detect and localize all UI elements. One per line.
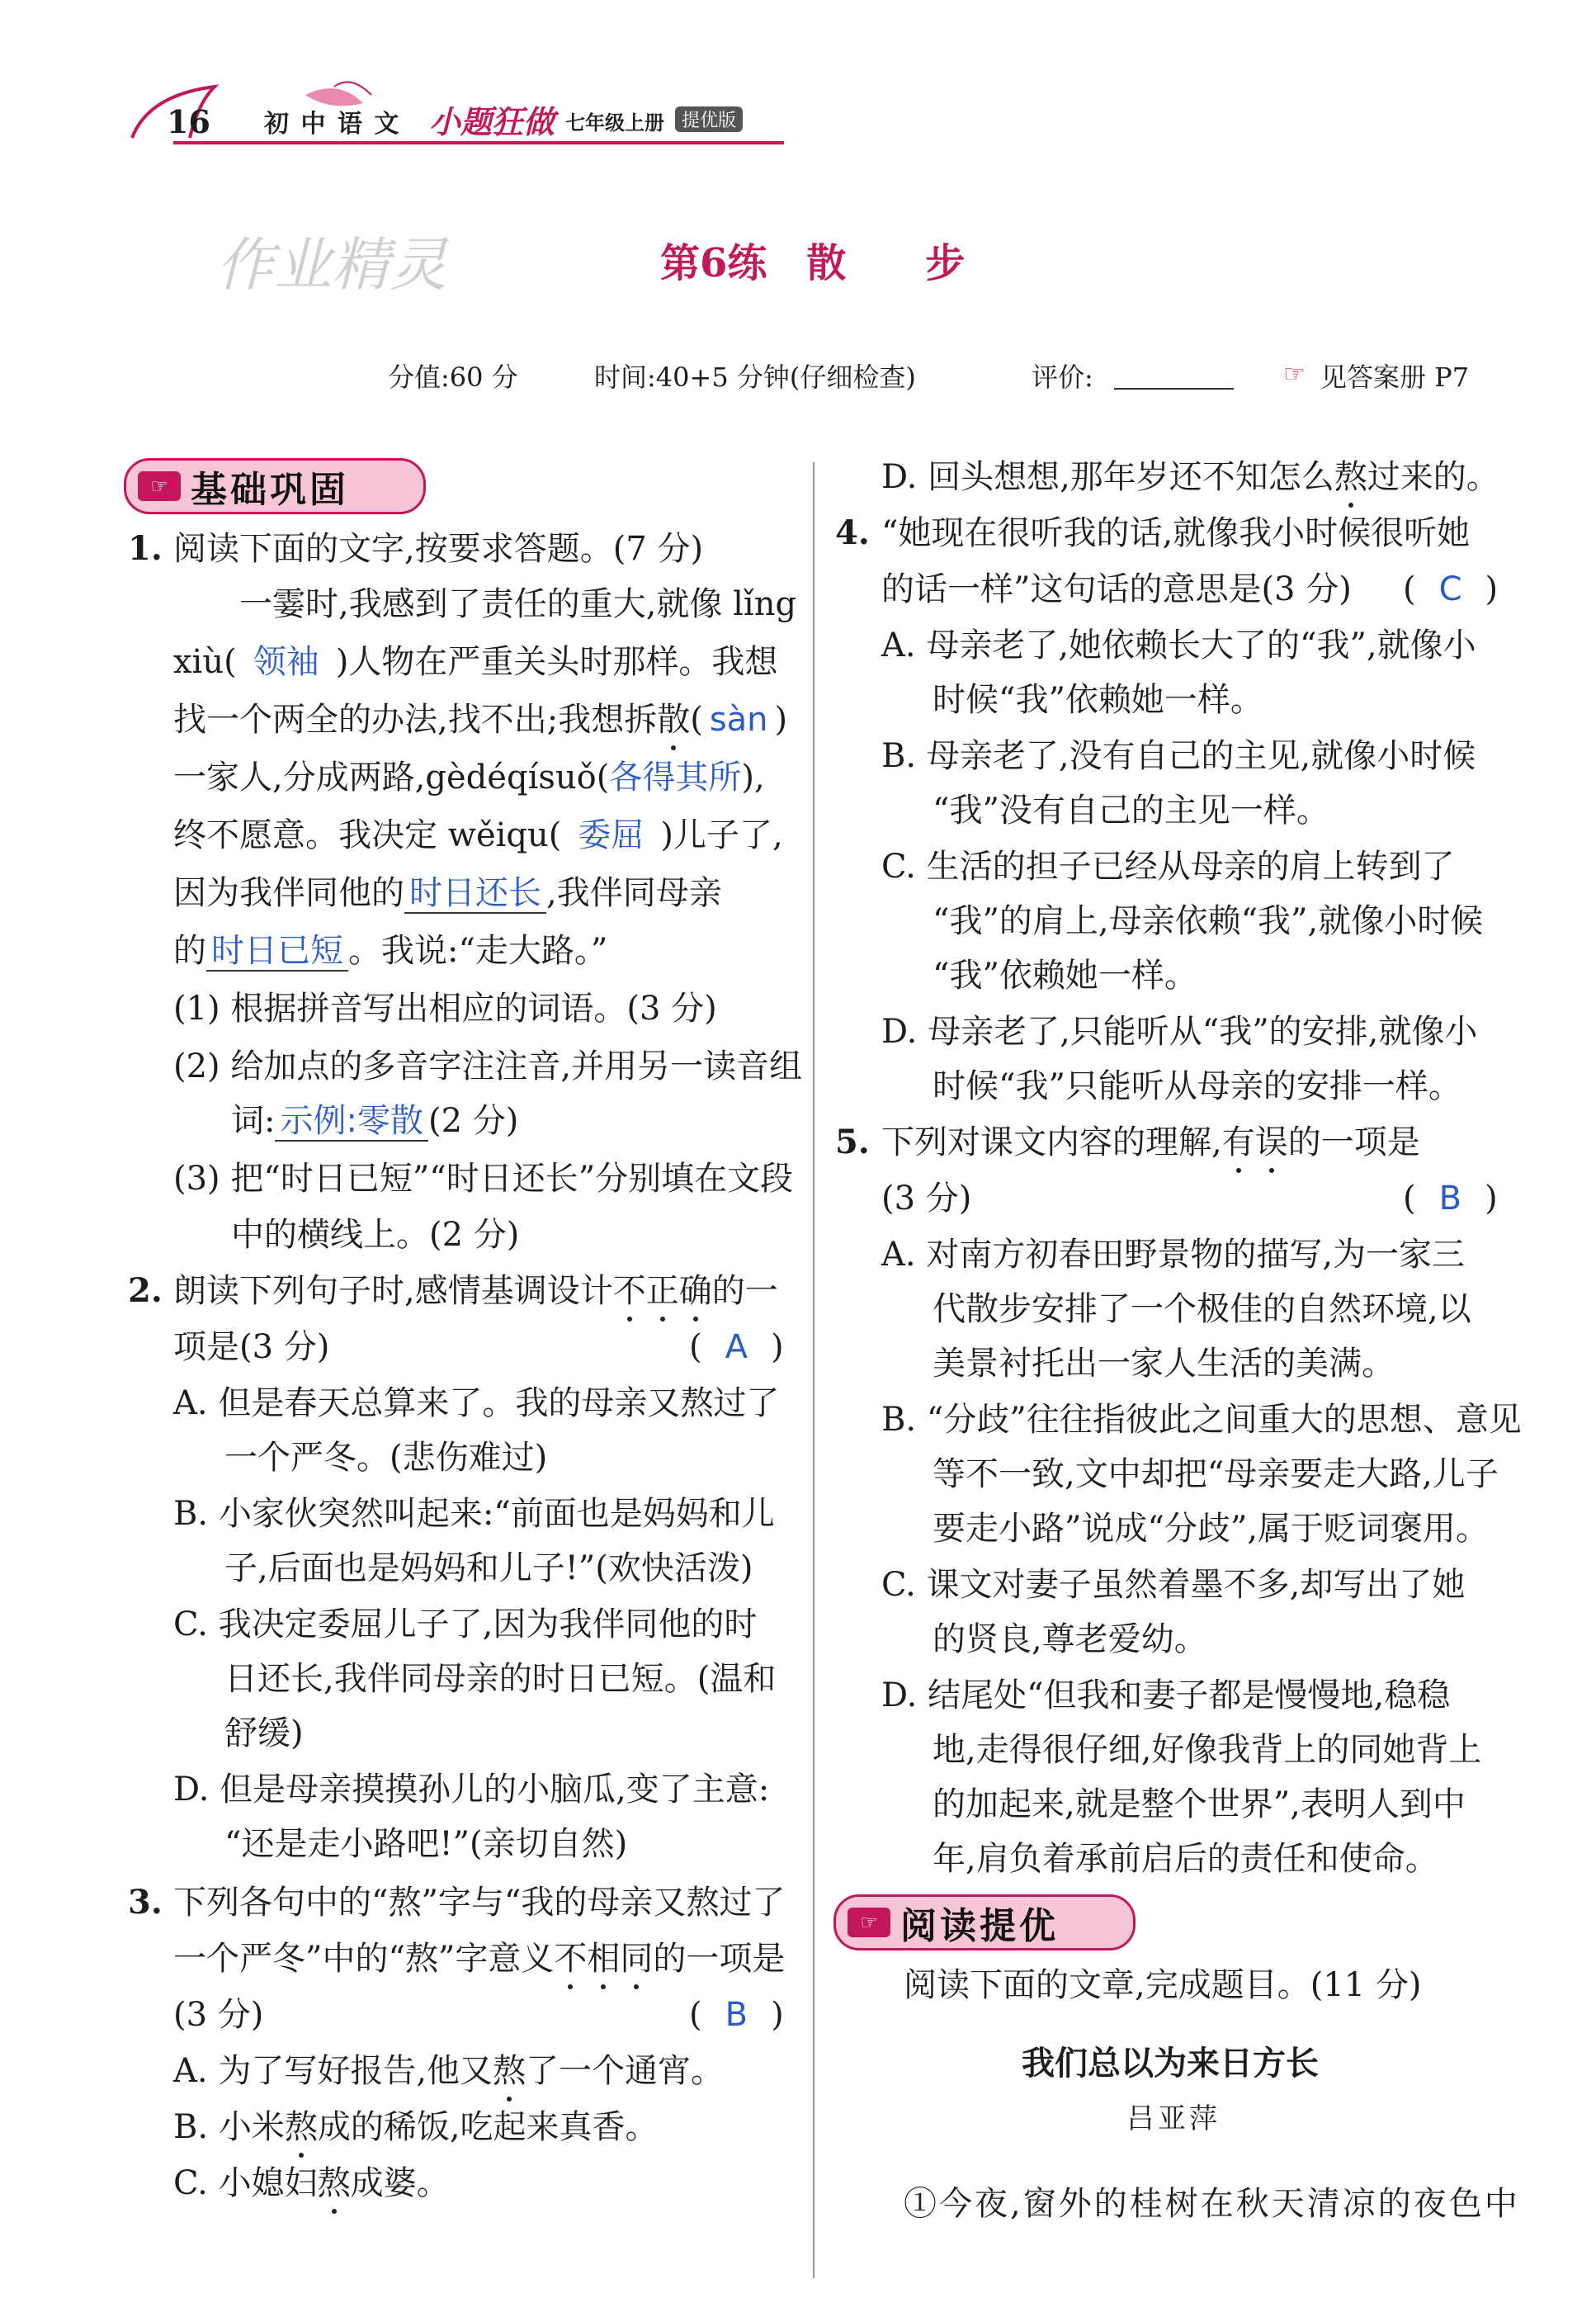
q3-option-d: D. 回头想想,那年岁还不知怎么熬过来的。 (881, 458, 1499, 496)
q3-stem: (3 分) (173, 1996, 264, 2034)
q4-option-a: A. 母亲老了,她依赖长大了的“我”,就像小 (881, 627, 1476, 664)
q1-passage-line: 找一个两全的办法,找不出;我想拆散( sàn ) (173, 701, 788, 739)
q1-passage-line: xiù( 领袖 )人物在严重关头时那样。我想 (173, 643, 778, 681)
q5-option-c: C. 课文对妻子虽然着墨不多,却写出了她 (881, 1566, 1466, 1604)
q5-option-c: 的贤良,尊老爱幼。 (933, 1620, 1207, 1658)
q3-stem: 一个严冬”中的“熬”字意义不相同的一项是 (173, 1940, 786, 1978)
q3-option-a: A. 为了写好报告,他又熬了一个通宵。 (173, 2052, 725, 2090)
q5-option-d: 地,走得很仔细,好像我背上的同她背上 (933, 1731, 1482, 1769)
column-divider (813, 462, 815, 2278)
watermark: 作业精灵 (216, 231, 447, 299)
section-basic: ☞ 基础巩固 (124, 458, 426, 514)
q5-option-d: 的加起来,就是整个世界”,表明人到中 (933, 1785, 1466, 1823)
q4-option-b: B. 母亲老了,没有自己的主见,就像小时候 (881, 737, 1476, 775)
page-number: 16 (167, 103, 210, 140)
q3-stem: 下列各句中的“熬”字与“我的母亲又熬过了 (173, 1884, 786, 1922)
rating-label: 评价: (1032, 362, 1093, 393)
q5-option-a: 代散步安排了一个极佳的自然环境,以 (933, 1290, 1471, 1328)
q1-passage-line: 一霎时,我感到了责任的重大,就像 lǐng (239, 585, 797, 623)
answer-text: 时日已短 (206, 932, 348, 972)
q4-number: 4. (835, 513, 870, 552)
q4-answer: ( C ) (1403, 570, 1499, 608)
q3-option-b: B. 小米熬成的稀饭,吃起来真香。 (173, 2108, 659, 2146)
answer-text: 各得其所 (609, 759, 742, 797)
q1-sub-question: (3) 把“时日已短”“时日还长”分别填在文段 (173, 1160, 794, 1198)
q5-stem: 下列对课文内容的理解,有误的一项是 (881, 1123, 1420, 1161)
q5-number: 5. (835, 1123, 870, 1161)
q2-answer: ( A ) (689, 1328, 784, 1366)
header-brand: 小题狂做 (429, 103, 555, 140)
q2-option-c: 舒缓) (224, 1714, 304, 1752)
header-banner (124, 78, 800, 144)
time-info: 时间:40+5 分钟(仔细检查) (594, 362, 916, 393)
q1-sub-question: 词: 示例:零散 (2 分) (231, 1102, 519, 1140)
q2-option-c: C. 我决定委屈儿子了,因为我伴同他的时 (173, 1605, 758, 1643)
answer-text: 领袖 (253, 643, 319, 681)
q1-passage-line: 的 时日已短 。我说:“走大路。” (173, 932, 608, 970)
article-title: 我们总以为来日方长 (1022, 2045, 1319, 2083)
answer-reference: 见答案册 P7 (1320, 362, 1470, 393)
q4-option-c: C. 生活的担子已经从母亲的肩上转到了 (881, 848, 1455, 886)
q2-option-a: 一个严冬。(悲伤难过) (224, 1439, 548, 1477)
q1-sub-question: (1) 根据拼音写出相应的词语。(3 分) (173, 990, 717, 1028)
q1-passage-line: 终不愿意。我决定 wěiqu( 委屈 )儿子了, (173, 816, 783, 854)
rating-blank (1114, 388, 1234, 390)
q2-option-d: D. 但是母亲摸摸孙儿的小脑瓜,变了主意: (173, 1771, 770, 1809)
q1-passage-line: 因为我伴同他的 时日还长 ,我伴同母亲 (173, 874, 722, 912)
q4-option-b: “我”没有自己的主见一样。 (933, 792, 1329, 830)
page-title: 第6练 散 步 (660, 240, 966, 286)
q2-number: 2. (128, 1271, 163, 1310)
q4-option-c: “我”的肩上,母亲依赖“我”,就像小时候 (933, 902, 1484, 940)
q2-option-b: 子,后面也是妈妈和儿子!”(欢快活泼) (224, 1549, 753, 1587)
hand-pointer-icon: ☞ (138, 471, 181, 501)
q5-option-d: D. 结尾处“但我和妻子都是慢慢地,稳稳 (881, 1676, 1451, 1714)
q4-option-c: “我”依赖她一样。 (933, 957, 1197, 995)
q1-title: 阅读下面的文字,按要求答题。(7 分) (173, 530, 704, 568)
q2-stem: 朗读下列句子时,感情基调设计不正确的一 (173, 1272, 778, 1310)
q2-option-c: 日还长,我伴同母亲的时日已短。(温和 (224, 1660, 777, 1698)
q4-stem: 的话一样”这句话的意思是(3 分) (881, 570, 1352, 608)
q4-option-d: D. 母亲老了,只能听从“我”的安排,就像小 (881, 1013, 1478, 1051)
answer-text: 示例:零散 (275, 1102, 427, 1142)
q5-option-b: B. “分歧”往往指彼此之间重大的思想、意见 (881, 1401, 1522, 1439)
q1-sub-question: 中的横线上。(2 分) (231, 1216, 520, 1254)
q3-option-c: C. 小媳妇熬成婆。 (173, 2164, 450, 2202)
score-info: 分值:60 分 (388, 362, 518, 393)
edition-badge: 提优版 (675, 106, 743, 132)
q4-option-d: 时候“我”只能听从母亲的安排一样。 (933, 1067, 1461, 1105)
q4-option-a: 时候“我”依赖她一样。 (933, 681, 1263, 719)
q5-option-b: 要走小路”说成“分歧”,属于贬词褒用。 (933, 1510, 1490, 1548)
article-paragraph: ①今夜,窗外的桂树在秋天清凉的夜色中 (904, 2185, 1520, 2223)
q2-option-b: B. 小家伙突然叫起来:“前面也是妈妈和儿 (173, 1495, 775, 1533)
header-subject: 初 中 语 文 (264, 110, 401, 139)
q1-number: 1. (128, 529, 163, 568)
article-author: 吕亚萍 (1126, 2102, 1221, 2135)
q5-option-a: 美景衬托出一家人生活的美满。 (933, 1345, 1395, 1383)
q5-stem: (3 分) (881, 1180, 972, 1218)
q2-option-a: A. 但是春天总算来了。我的母亲又熬过了 (173, 1384, 780, 1422)
hand-pointer-icon: ☞ (848, 1908, 890, 1937)
q5-option-d: 年,肩负着承前启后的责任和使命。 (933, 1840, 1438, 1878)
answer-text: 时日还长 (404, 874, 546, 914)
q2-stem: 项是(3 分) (173, 1328, 330, 1366)
q1-passage-line: 一家人,分成两路,gèdéqísuǒ(各得其所), (173, 759, 765, 797)
hand-pointer-icon: ☞ (1283, 360, 1306, 389)
q2-option-d: “还是走小路吧!”(亲切自然) (224, 1825, 628, 1863)
q5-option-b: 等不一致,文中却把“母亲要走大路,儿子 (933, 1455, 1499, 1493)
q3-number: 3. (128, 1883, 163, 1922)
q1-sub-question: (2) 给加点的多音字注注音,并用另一读音组 (173, 1047, 803, 1085)
q3-answer: ( B ) (689, 1996, 784, 2034)
answer-text: sàn (709, 701, 768, 739)
q5-answer: ( B ) (1403, 1180, 1498, 1218)
q5-option-a: A. 对南方初春田野景物的描写,为一家三 (881, 1236, 1466, 1274)
section-reading: ☞ 阅读提优 (833, 1894, 1136, 1950)
q4-stem: “她现在很听我的话,就像我小时候很听她 (881, 514, 1471, 552)
reading-intro: 阅读下面的文章,完成题目。(11 分) (904, 1966, 1422, 2004)
info-bar (388, 357, 1535, 398)
header-grade: 七年级上册 (565, 111, 664, 135)
answer-text: 委屈 (578, 816, 645, 854)
